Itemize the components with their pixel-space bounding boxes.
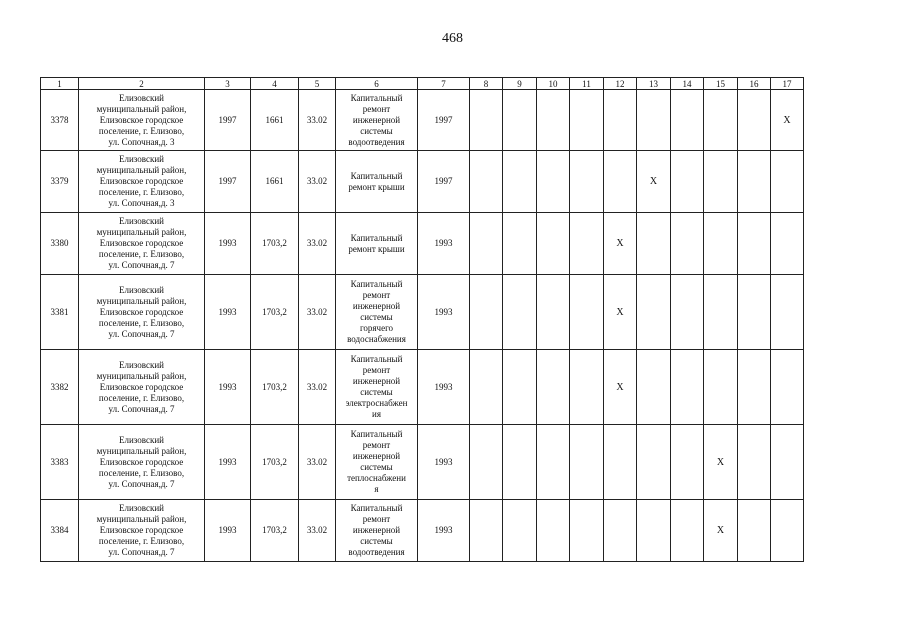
empty-cell-col-13 [637, 213, 671, 275]
plan-year-cell: 1993 [418, 425, 470, 500]
year-cell: 1993 [205, 425, 251, 500]
address-cell-line: поселение, г. Елизово, [98, 467, 185, 478]
year-cell: 1997 [205, 90, 251, 151]
work-type-cell [336, 350, 418, 425]
plan-year-cell: 1993 [418, 275, 470, 350]
work-type-cell-line: водоснабжения [347, 334, 406, 344]
area-cell: 1703,2 [251, 500, 299, 562]
empty-cell-col-9 [503, 425, 537, 500]
address-cell-line: Елизовский [118, 434, 164, 445]
empty-cell-col-8 [470, 275, 503, 350]
area-cell: 1703,2 [251, 213, 299, 275]
row-number: 3378 [41, 90, 79, 151]
empty-cell-col-13 [637, 425, 671, 500]
work-type-cell-line: ия [372, 409, 381, 419]
empty-cell-col-11 [570, 90, 604, 151]
empty-cell-col-11 [570, 425, 604, 500]
work-type-cell-line: инженерной [352, 114, 401, 125]
column-header-12: 12 [604, 78, 637, 90]
empty-cell-col-14 [671, 275, 704, 350]
empty-cell-col-11 [570, 151, 604, 213]
work-type-cell-line: электроснабжен [345, 398, 408, 408]
column-header-9: 9 [503, 78, 537, 90]
code-cell: 33.02 [299, 425, 336, 500]
empty-cell-col-14 [671, 90, 704, 151]
address-cell [79, 213, 205, 275]
empty-cell-col-8 [470, 90, 503, 151]
address-cell-line: поселение, г. Елизово, [98, 392, 185, 403]
empty-cell-col-9 [503, 500, 537, 562]
work-type-cell-line: инженерной [352, 301, 401, 311]
column-header-10: 10 [537, 78, 570, 90]
address-cell-line: муниципальный район, [96, 165, 187, 175]
table-row [41, 275, 804, 350]
table-row [41, 425, 804, 500]
address-cell-line: муниципальный район, [96, 370, 187, 381]
address-cell [79, 350, 205, 425]
mark-cell-col-12: X [604, 275, 637, 350]
row-number: 3383 [41, 425, 79, 500]
column-header-3: 3 [205, 78, 251, 90]
empty-cell-col-12 [604, 151, 637, 213]
work-type-cell-line: инженерной [352, 525, 401, 535]
empty-cell-col-16 [738, 151, 771, 213]
work-type-cell-line: теплоснабжени [347, 473, 406, 483]
work-type-cell-line: ремонт [362, 290, 391, 300]
address-cell-line: Елизовское городское [99, 176, 184, 186]
address-cell-line: поселение, г. Елизово, [98, 249, 185, 259]
empty-cell-col-17 [771, 500, 804, 562]
plan-year-cell: 1997 [418, 90, 470, 151]
empty-cell-col-14 [671, 213, 704, 275]
empty-cell-col-14 [671, 500, 704, 562]
address-cell-line: ул. Сопочная,д. 7 [108, 478, 175, 489]
header-row [41, 78, 804, 90]
year-cell: 1993 [205, 500, 251, 562]
address-cell-line: Елизовский [118, 92, 164, 103]
work-type-cell-line: инженерной [352, 451, 401, 461]
empty-cell-col-16 [738, 500, 771, 562]
work-type-cell-line: Капитальный [350, 503, 403, 513]
work-type-cell-line: водоотведения [348, 547, 405, 557]
address-cell-line: ул. Сопочная,д. 7 [108, 328, 175, 339]
column-header-1: 1 [41, 78, 79, 90]
address-cell-line: поселение, г. Елизово, [98, 187, 185, 197]
empty-cell-col-10 [537, 425, 570, 500]
empty-cell-col-10 [537, 213, 570, 275]
empty-cell-col-8 [470, 425, 503, 500]
address-cell [79, 275, 205, 350]
column-header-6: 6 [336, 78, 418, 90]
empty-cell-col-10 [537, 151, 570, 213]
row-number: 3379 [41, 151, 79, 213]
empty-cell-col-12 [604, 90, 637, 151]
column-header-11: 11 [570, 78, 604, 90]
area-cell: 1703,2 [251, 350, 299, 425]
address-cell-line: Елизовское городское [99, 238, 184, 248]
empty-cell-col-9 [503, 151, 537, 213]
column-header-14: 14 [671, 78, 704, 90]
empty-cell-col-16 [738, 425, 771, 500]
empty-cell-col-17 [771, 275, 804, 350]
empty-cell-col-16 [738, 350, 771, 425]
work-type-cell-line: водоотведения [348, 136, 405, 147]
work-type-cell-line: Капитальный [350, 354, 403, 364]
table-body [41, 90, 804, 562]
work-type-cell-line: Капитальный [350, 92, 403, 103]
empty-cell-col-8 [470, 350, 503, 425]
table-row [41, 500, 804, 562]
address-cell-line: ул. Сопочная,д. 3 [108, 136, 175, 147]
area-cell: 1661 [251, 151, 299, 213]
column-header-5: 5 [299, 78, 336, 90]
empty-cell-col-12 [604, 500, 637, 562]
mark-cell-col-12: X [604, 213, 637, 275]
work-type-cell [336, 425, 418, 500]
work-type-cell [336, 151, 418, 213]
year-cell: 1993 [205, 350, 251, 425]
page-number: 468 [442, 31, 463, 46]
year-cell: 1997 [205, 151, 251, 213]
work-type-cell-line: системы [360, 387, 393, 397]
address-cell-line: Елизовский [118, 503, 164, 513]
work-type-cell-line: ремонт крыши [348, 181, 405, 192]
work-type-cell-line: системы [360, 462, 393, 472]
empty-cell-col-9 [503, 90, 537, 151]
code-cell: 33.02 [299, 213, 336, 275]
empty-cell-col-8 [470, 213, 503, 275]
empty-cell-col-14 [671, 425, 704, 500]
code-cell: 33.02 [299, 500, 336, 562]
address-cell-line: поселение, г. Елизово, [98, 125, 185, 136]
empty-cell-col-16 [738, 275, 771, 350]
work-type-cell-line: системы [360, 125, 393, 136]
empty-cell-col-17 [771, 425, 804, 500]
empty-cell-col-16 [738, 90, 771, 151]
year-cell: 1993 [205, 213, 251, 275]
address-cell-line: Елизовское городское [99, 306, 184, 317]
area-cell: 1703,2 [251, 275, 299, 350]
empty-cell-col-10 [537, 350, 570, 425]
mark-cell-col-15: X [704, 425, 738, 500]
address-cell-line: ул. Сопочная,д. 7 [108, 260, 175, 270]
work-type-cell [336, 275, 418, 350]
mark-cell-col-15: X [704, 500, 738, 562]
column-header-2: 2 [79, 78, 205, 90]
empty-cell-col-15 [704, 90, 738, 151]
table-row [41, 90, 804, 151]
row-number: 3382 [41, 350, 79, 425]
area-cell: 1661 [251, 90, 299, 151]
empty-cell-col-13 [637, 90, 671, 151]
address-cell-line: поселение, г. Елизово, [98, 317, 185, 328]
work-type-cell-line: ремонт [362, 365, 391, 375]
mark-cell-col-13: X [637, 151, 671, 213]
work-type-cell-line: горячего [359, 323, 394, 333]
address-cell-line: ул. Сопочная,д. 7 [108, 403, 175, 414]
empty-cell-col-17 [771, 151, 804, 213]
address-cell-line: поселение, г. Елизово, [98, 536, 185, 546]
address-cell-line: Елизовское городское [99, 456, 184, 467]
address-cell-line: муниципальный район, [96, 295, 187, 306]
address-cell [79, 500, 205, 562]
empty-cell-col-16 [738, 213, 771, 275]
empty-cell-col-15 [704, 275, 738, 350]
empty-cell-col-10 [537, 90, 570, 151]
area-cell: 1703,2 [251, 425, 299, 500]
column-header-13: 13 [637, 78, 671, 90]
empty-cell-col-15 [704, 350, 738, 425]
address-cell-line: Елизовский [118, 359, 164, 370]
empty-cell-col-13 [637, 350, 671, 425]
address-cell-line: муниципальный район, [96, 514, 187, 524]
plan-year-cell: 1993 [418, 500, 470, 562]
empty-cell-col-9 [503, 275, 537, 350]
empty-cell-col-9 [503, 350, 537, 425]
address-cell [79, 90, 205, 151]
column-header-15: 15 [704, 78, 738, 90]
empty-cell-col-11 [570, 213, 604, 275]
plan-year-cell: 1997 [418, 151, 470, 213]
empty-cell-col-10 [537, 275, 570, 350]
work-type-cell-line: ремонт [362, 514, 391, 524]
code-cell: 33.02 [299, 151, 336, 213]
work-type-cell-line: Капитальный [350, 279, 403, 289]
code-cell: 33.02 [299, 350, 336, 425]
address-cell-line: Елизовский [118, 284, 164, 295]
column-header-4: 4 [251, 78, 299, 90]
address-cell [79, 425, 205, 500]
code-cell: 33.02 [299, 275, 336, 350]
empty-cell-col-9 [503, 213, 537, 275]
address-cell-line: Елизовский [118, 216, 164, 226]
year-cell: 1993 [205, 275, 251, 350]
empty-cell-col-17 [771, 213, 804, 275]
work-type-cell-line: ремонт [362, 103, 391, 114]
work-type-cell-line: системы [360, 312, 393, 322]
work-type-cell-line: Капитальный [350, 232, 403, 243]
empty-cell-col-11 [570, 500, 604, 562]
address-cell-line: муниципальный район, [96, 445, 187, 456]
empty-cell-col-14 [671, 350, 704, 425]
empty-cell-col-17 [771, 350, 804, 425]
work-type-cell [336, 500, 418, 562]
address-cell-line: муниципальный район, [96, 227, 187, 237]
work-type-cell-line: Капитальный [350, 170, 403, 181]
table-row [41, 151, 804, 213]
column-header-7: 7 [418, 78, 470, 90]
empty-cell-col-13 [637, 275, 671, 350]
column-header-17: 17 [771, 78, 804, 90]
work-type-cell-line: Капитальный [350, 429, 403, 439]
work-type-cell-line: инженерной [352, 376, 401, 386]
table-row [41, 213, 804, 275]
work-type-cell [336, 213, 418, 275]
code-cell: 33.02 [299, 90, 336, 151]
plan-year-cell: 1993 [418, 213, 470, 275]
row-number: 3381 [41, 275, 79, 350]
empty-cell-col-13 [637, 500, 671, 562]
empty-cell-col-12 [604, 425, 637, 500]
work-type-cell-line: ремонт крыши [348, 243, 405, 254]
row-number: 3384 [41, 500, 79, 562]
work-type-cell-line: системы [360, 536, 393, 546]
empty-cell-col-8 [470, 500, 503, 562]
work-type-cell [336, 90, 418, 151]
address-cell-line: ул. Сопочная,д. 7 [108, 547, 175, 557]
empty-cell-col-11 [570, 350, 604, 425]
empty-cell-col-10 [537, 500, 570, 562]
address-cell [79, 151, 205, 213]
empty-cell-col-15 [704, 213, 738, 275]
empty-cell-col-11 [570, 275, 604, 350]
address-cell-line: Елизовский [118, 154, 164, 164]
address-cell-line: Елизовское городское [99, 114, 184, 125]
mark-cell-col-17: X [771, 90, 804, 151]
address-cell-line: Елизовское городское [99, 525, 184, 535]
empty-cell-col-15 [704, 151, 738, 213]
empty-cell-col-8 [470, 151, 503, 213]
address-cell-line: ул. Сопочная,д. 3 [108, 198, 175, 208]
work-type-cell-line: ремонт [362, 440, 391, 450]
plan-year-cell: 1993 [418, 350, 470, 425]
row-number: 3380 [41, 213, 79, 275]
empty-cell-col-14 [671, 151, 704, 213]
work-type-cell-line: я [374, 484, 379, 494]
table-row [41, 350, 804, 425]
mark-cell-col-12: X [604, 350, 637, 425]
address-cell-line: Елизовское городское [99, 381, 184, 392]
address-cell-line: муниципальный район, [96, 103, 187, 114]
column-header-8: 8 [470, 78, 503, 90]
column-header-16: 16 [738, 78, 771, 90]
register-table [40, 77, 804, 562]
